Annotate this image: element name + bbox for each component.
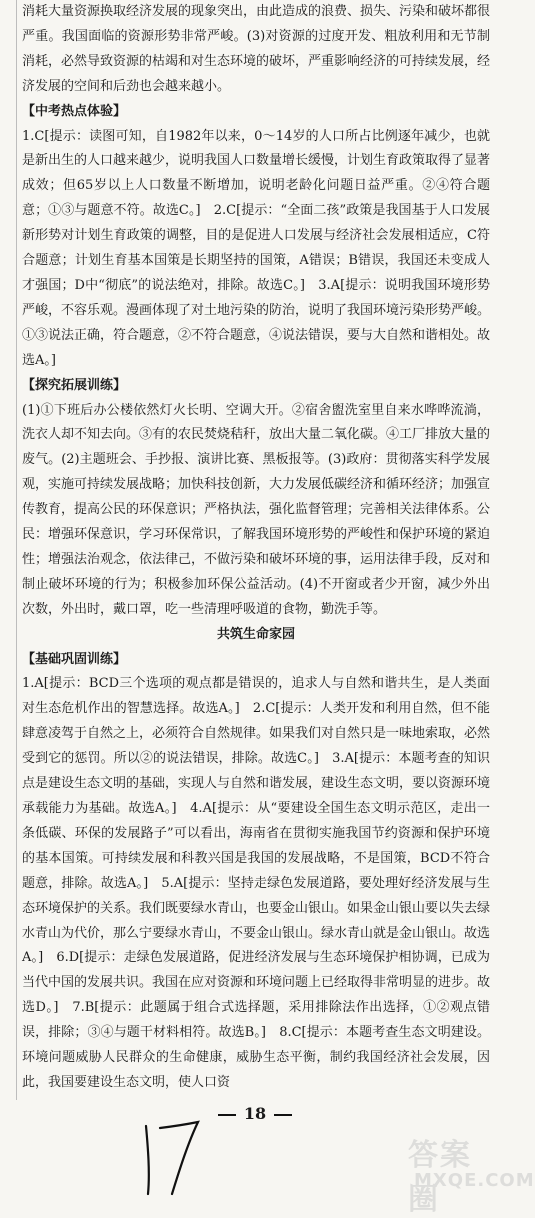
page-number-value: 18 [243,1104,267,1123]
section-header-exam-hotspot: 【中考热点体验】 [22,103,127,119]
handwritten-mark-icon [136,1118,206,1198]
site-watermark [400,1130,535,1217]
answer-text-body [22,0,490,1096]
paragraph-exam-answers: 1.C[提示：读图可知，自1982年以来，0～14岁的人口所占比例逐年减少，也就是新出生的人口越来越少，说明我国人口数量增长缓慢，计划生育政策取得了显著成效；但65岁以上人口数量不断增加，说明老龄化问题日益严重。②④符合题意；①③与题意不符。故选C。] 2.C[提示：“全面二孩”政策是我国基于人口发展新形势对计划生育政策的调整，目的是促进人口发展与经济社会发展相适应，C符合题意；计划生育基本国策是长期坚持的国策，A错误；B错误，我国还未变成人才强国；D中“彻底”的说法绝对，排除。故选C。] 3.A[提示：说明我国环境形势严峻，不容乐观。漫画体现了对土地污染的防治，说明了我国环境污染形势严峻。①③说法正确，符合题意，②不符合题意，④说法错误，要与大自然和谐相处。故选A。] [22,128,491,368]
section-header-exploration: 【探究拓展训练】 [22,377,127,393]
page-number-dash-right [274,1114,292,1116]
margin-rule [16,0,17,1100]
paragraph-basic-answers: 1.A[提示：BCD三个选项的观点都是错误的，追求人与自然和谐共生，是人类面对生态危机作出的智慧选择。故选A。] 2.C[提示：人类开发和利用自然，但不能肆意凌驾于自然之上，必须符合自然规律。如果我们对自然只是一味地索取，必然受到它的惩罚。所以②的说法错误，排除。故选C。] 3.A[提示：本题考查的知识点是建设生态文明的基础，实现人与自然和谐发展，建设生态文明，要以资源环境承载能力为基础。故选A。] 4.A[提示：从“要建设全国生态文明示范区，走出一条低碳、环保的发展路子”可以看出，海南省在贯彻实施我国节约资源和保护环境的基本国策。可持续发展和科教兴国是我国的发展战略，不是国策，BCD不符合题意，排除。故选A。] 5.A[提示：坚持走绿色发展道路，要处理好经济发展与生态环境保护的关系。我们既要绿水青山，也要金山银山。如果金山银山要以失去绿水青山为代价，那么宁要绿水青山，不要金山银山。绿水青山就是金山银山。故选A。] 6.D[提示：走绿色发展道路，促进经济发展与生态环境保护相协调，已成为当代中国的发展共识。我国在应对资源和环境问题上已经取得非常明显的进步。故选D。] 7.B[提示：此题属于组合式选择题，采用排除法作出选择，①②观点错误，排除；③④与题干材料相符。故选B。] 8.C[提示：本题考查生态文明建设。环境问题威胁人民群众的生命健康，威胁生态平衡，制约我国经济社会发展，因此，我国要建设生态文明，使人口资 [22,676,491,1090]
lesson-title: 共筑生命家园 [216,626,295,642]
section-header-basic-training: 【基础巩固训练】 [22,651,127,667]
paragraph-exploration-answers: (1)①下班后办公楼依然灯火长明、空调大开。②宿舍盥洗室里自来水哗哗流淌，洗衣人却不知去向。③有的农民焚烧秸秆，放出大量二氧化碳。④工厂排放大量的废气。(2)主题班会、手抄报、演讲比赛、黑板报等。(3)政府：贯彻落实科学发展观，实施可持续发展战略；加快科技创新，大力发展低碳经济和循环经济；加强宣传教育，提高公民的环保意识；严格执法，强化监督管理；完善相关法律体系。公民：增强环保意识，学习环保常识，了解我国环境形势的严峻性和保护环境的紧迫性；增强法治观念，依法律己，不做污染和破坏环境的事，运用法律手段，反对和制止破坏环境的行为；积极参加环保公益活动。(4)不开窗或者少开窗，减少外出次数，外出时，戴口罩，吃一些清理呼吸道的食物，勤洗手等。 [22,402,491,617]
page-number [205,1104,305,1123]
page-number-dash-left [218,1114,236,1116]
watermark-bottom-text: MXQE.COM [414,1170,535,1191]
watermark-top-text: 答案圈 [408,1138,472,1217]
paragraph-continuation: 消耗大量资源换取经济发展的现象突出，由此造成的浪费、损失、污染和破坏都很严重。我国面临的资源形势非常严峻。(3)对资源的过度开发、粗放利用和无节制消耗，必然导致资源的枯竭和对生态环境的破坏，严重影响经济的可持续发展，经济发展的空间和后劲也会越来越小。 [22,4,491,94]
